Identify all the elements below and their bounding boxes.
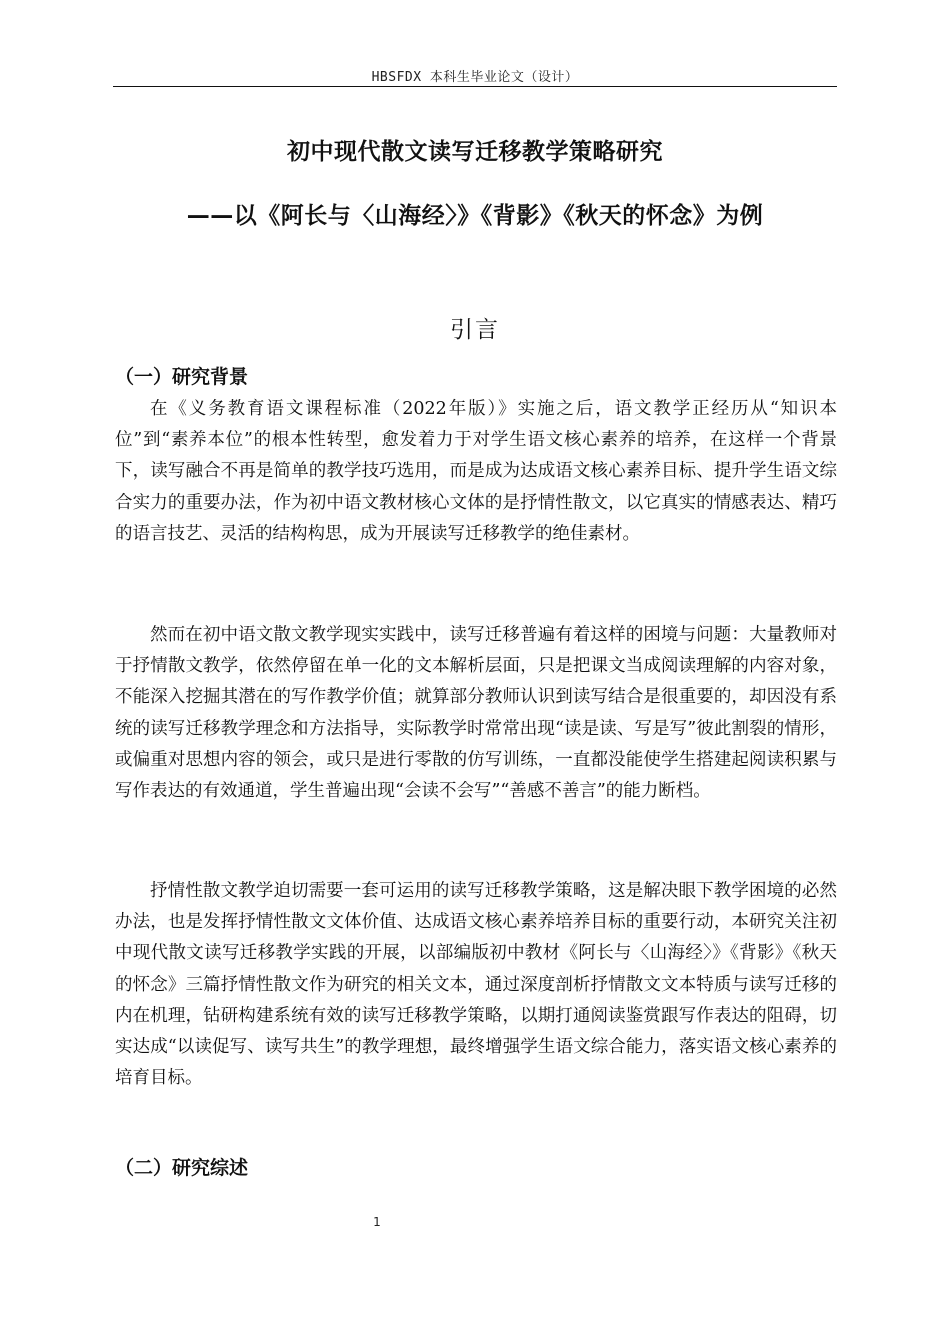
subsection-heading-background: （一）研究背景 xyxy=(115,366,249,388)
section-heading-introduction: 引言 xyxy=(450,317,500,343)
running-header: HBSFDX 本科生毕业论文（设计） xyxy=(371,70,579,85)
subsection-heading-review: （二）研究综述 xyxy=(115,1157,249,1179)
thesis-subtitle: ——以《阿长与〈山海经〉》《背影》《秋天的怀念》为例 xyxy=(186,203,764,229)
thesis-title: 初中现代散文读写迁移教学策略研究 xyxy=(287,139,663,165)
header-divider xyxy=(113,86,837,87)
body-paragraph: 抒情性散文教学迫切需要一套可运用的读写迁移教学策略，这是解决眼下教学困境的必然办法，也是发挥抒情性散文文体价值、达成语文核心素养培养目标的重要行动，本研究关注初中现代散文读写迁移教学实践的开展，以部编版初中教材《阿长与〈山海经〉》《背影》《秋天的怀念》三篇抒情性散文作为研究的相关文本，通过深度剖析抒情散文文本特质与读写迁移的内在机理，钻研构建系统有效的读写迁移教学策略，以期打通阅读鉴赏跟写作表达的阻碍，切实达成“以读促写、读写共生”的教学理想，最终增强学生语文综合能力，落实语文核心素养的培育目标。 xyxy=(115,881,837,1089)
page-number: 1 xyxy=(373,1215,381,1229)
body-paragraph: 然而在初中语文散文教学现实实践中，读写迁移普遍有着这样的困境与问题：大量教师对于抒情散文教学，依然停留在单一化的文本解析层面，只是把课文当成阅读理解的内容对象，不能深入挖掘其潜在的写作教学价值；就算部分教师认识到读写结合是很重要的，却因没有系统的读写迁移教学理念和方法指导，实际教学时常常出现“读是读、写是写”彼此割裂的情形，或偏重对思想内容的领会，或只是进行零散的仿写训练，一直都没能使学生搭建起阅读积累与写作表达的有效通道，学生普遍出现“会读不会写”“善感不善言”的能力断档。 xyxy=(115,625,837,802)
body-paragraph: 在《义务教育语文课程标准（2022年版）》实施之后，语文教学正经历从“知识本位”到“素养本位”的根本性转型，愈发着力于对学生语文核心素养的培养，在这样一个背景下，读写融合不再是简单的教学技巧选用，而是成为达成语文核心素养目标、提升学生语文综合实力的重要办法，作为初中语文教材核心文体的是抒情性散文，以它真实的情感表达、精巧的语言技艺、灵活的结构构思，成为开展读写迁移教学的绝佳素材。 xyxy=(115,399,837,544)
